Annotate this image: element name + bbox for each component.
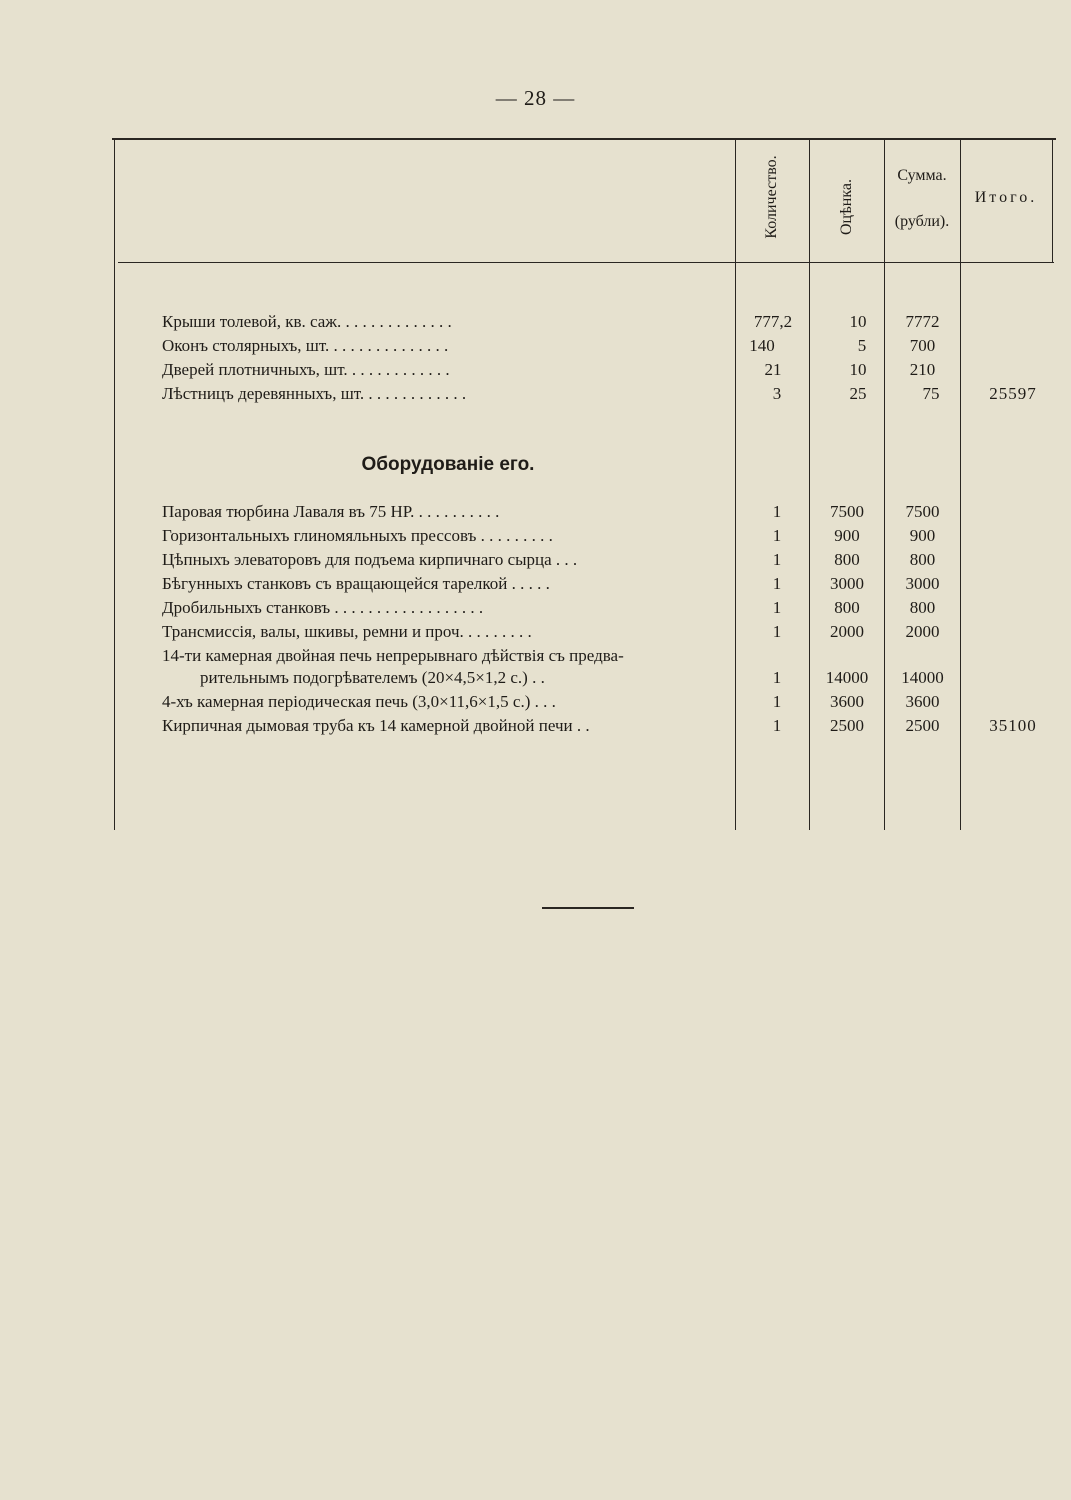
section-title: Оборудованіе его.	[361, 454, 535, 475]
header-sum-line2: (рубли).	[894, 213, 950, 230]
header-total: Итого.	[974, 189, 1038, 206]
table-top-rule	[112, 138, 1056, 140]
right-border	[1052, 140, 1053, 262]
page-number: — 28 —	[495, 86, 576, 110]
end-rule	[542, 907, 634, 909]
header-estimate: Оцѣнка.	[838, 179, 855, 235]
left-border	[114, 140, 115, 830]
header-sum-line1: Сумма.	[897, 167, 947, 184]
header-bottom-rule	[118, 262, 1054, 263]
header-quantity: Количество.	[763, 155, 780, 239]
